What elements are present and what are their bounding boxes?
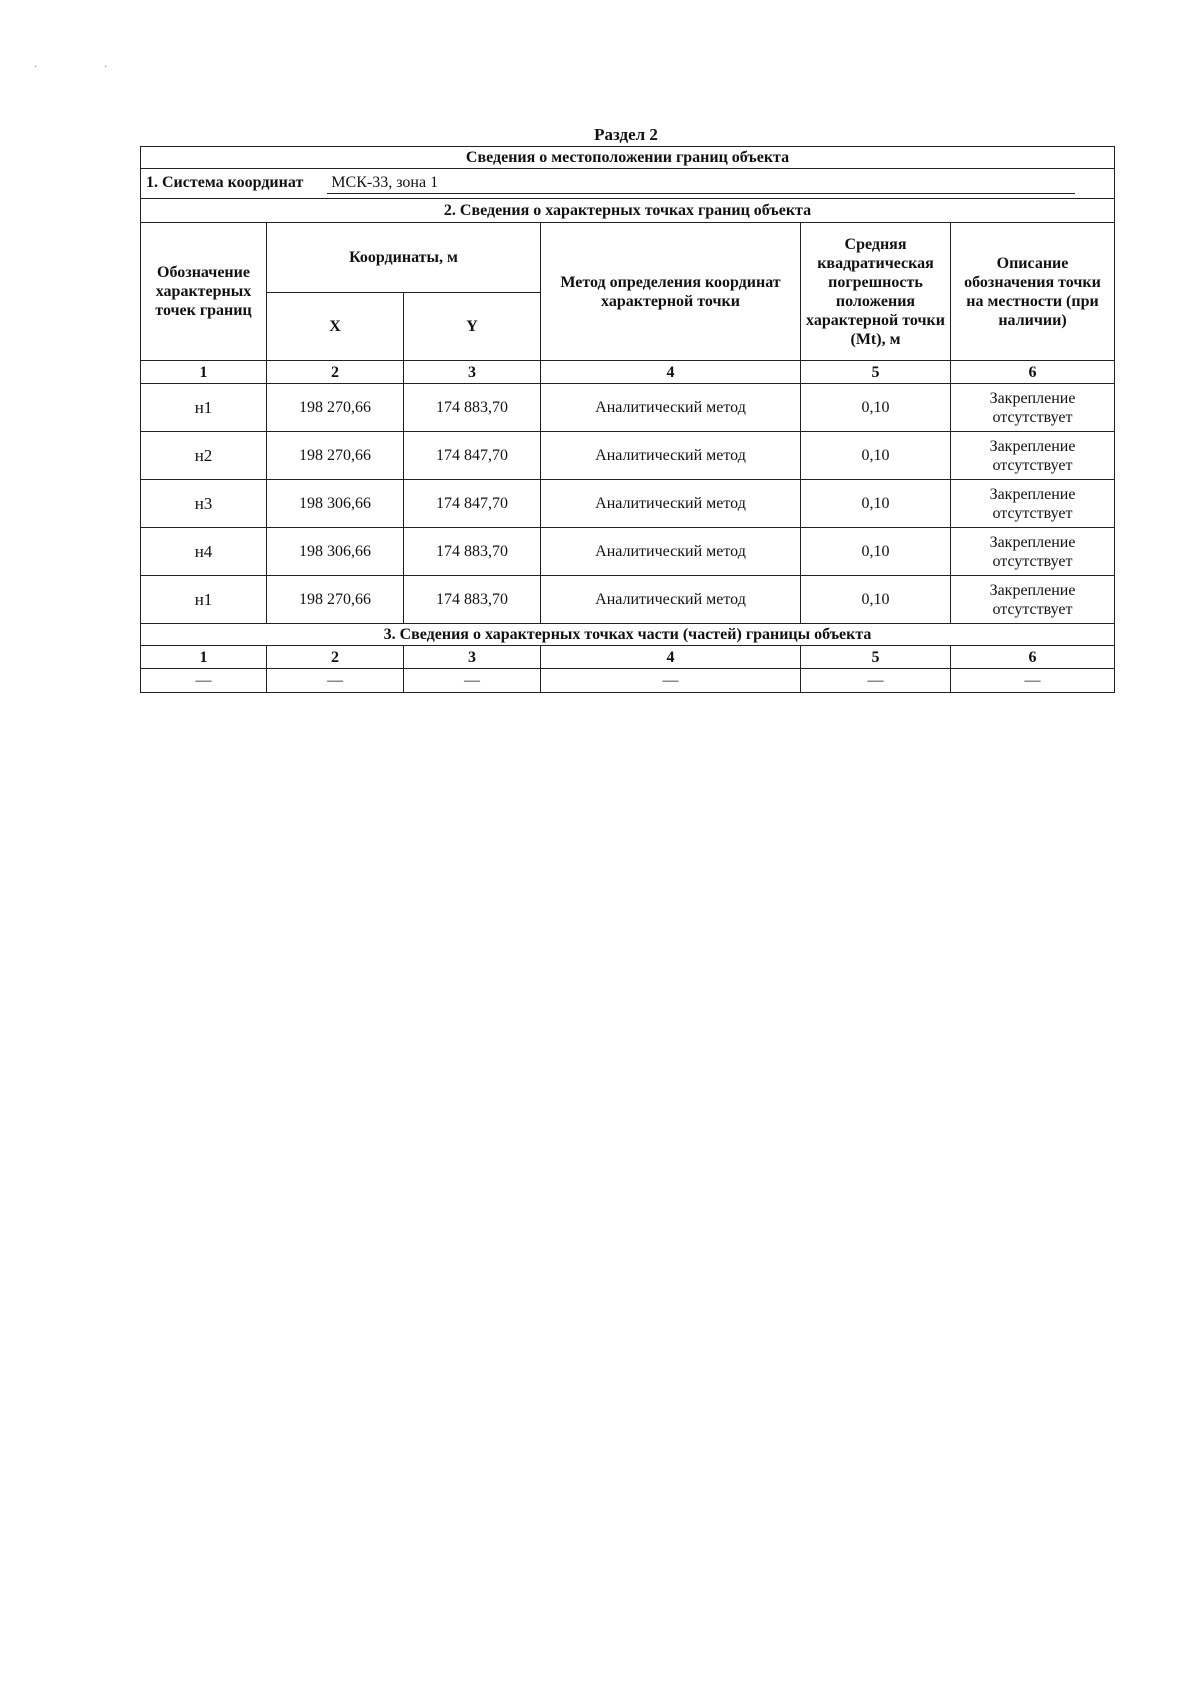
point-description: Закрепление отсутствует xyxy=(951,528,1115,576)
coord-system-row xyxy=(141,169,1115,199)
empty-cell: — xyxy=(267,669,404,693)
point-description: Закрепление отсутствует xyxy=(951,480,1115,528)
point-name: н3 xyxy=(141,480,267,528)
column-number: 5 xyxy=(801,646,951,669)
column-number: 3 xyxy=(404,361,541,384)
column-number: 5 xyxy=(801,361,951,384)
column-number: 4 xyxy=(541,361,801,384)
coord-y: 174 883,70 xyxy=(404,576,541,624)
empty-cell: — xyxy=(951,669,1115,693)
method: Аналитический метод xyxy=(541,384,801,432)
points-heading: 2. Сведения о характерных точках границ объекта xyxy=(141,199,1115,223)
error-value: 0,10 xyxy=(801,528,951,576)
table-row xyxy=(141,528,1115,576)
column-number: 3 xyxy=(404,646,541,669)
error-value: 0,10 xyxy=(801,432,951,480)
coord-y: 174 883,70 xyxy=(404,384,541,432)
error-value: 0,10 xyxy=(801,480,951,528)
scan-mark: · xyxy=(104,62,108,73)
column-number: 2 xyxy=(267,361,404,384)
column-number: 2 xyxy=(267,646,404,669)
column-numbers-row xyxy=(141,361,1115,384)
method: Аналитический метод xyxy=(541,432,801,480)
point-description: Закрепление отсутствует xyxy=(951,384,1115,432)
col-header-method: Метод определения координат характерной точки xyxy=(541,223,801,361)
section-title: Раздел 2 xyxy=(594,125,658,144)
coord-x: 198 306,66 xyxy=(267,528,404,576)
col-header-description: Описание обозначения точки на местности (при наличии) xyxy=(951,223,1115,361)
table-row xyxy=(141,432,1115,480)
column-number: 1 xyxy=(141,361,267,384)
coord-y: 174 883,70 xyxy=(404,528,541,576)
table-row xyxy=(141,480,1115,528)
table-row xyxy=(141,576,1115,624)
column-number: 6 xyxy=(951,361,1115,384)
point-name: н4 xyxy=(141,528,267,576)
coord-system-value: МСК-33, зона 1 xyxy=(327,173,1075,194)
point-name: н1 xyxy=(141,576,267,624)
parts-column-numbers-row xyxy=(141,646,1115,669)
coord-y: 174 847,70 xyxy=(404,480,541,528)
coord-y: 174 847,70 xyxy=(404,432,541,480)
parts-row xyxy=(141,669,1115,693)
empty-cell: — xyxy=(141,669,267,693)
coord-x: 198 306,66 xyxy=(267,480,404,528)
point-name: н2 xyxy=(141,432,267,480)
scan-mark: · xyxy=(34,62,38,73)
column-number: 6 xyxy=(951,646,1115,669)
coord-x: 198 270,66 xyxy=(267,432,404,480)
method: Аналитический метод xyxy=(541,576,801,624)
col-header-coordinates: Координаты, м xyxy=(267,223,541,293)
table-row xyxy=(141,384,1115,432)
empty-cell: — xyxy=(541,669,801,693)
coord-x: 198 270,66 xyxy=(267,576,404,624)
col-header-error: Средняя квадратическая погрешность положения характерной точки (Mt), м xyxy=(801,223,951,361)
empty-cell: — xyxy=(801,669,951,693)
point-name: н1 xyxy=(141,384,267,432)
error-value: 0,10 xyxy=(801,576,951,624)
table-heading: Сведения о местоположении границ объекта xyxy=(141,147,1115,169)
coord-system-label: 1. Система координат xyxy=(146,174,304,191)
point-description: Закрепление отсутствует xyxy=(951,576,1115,624)
method: Аналитический метод xyxy=(541,480,801,528)
parts-heading: 3. Сведения о характерных точках части (частей) границы объекта xyxy=(141,624,1115,646)
column-number: 1 xyxy=(141,646,267,669)
coord-x: 198 270,66 xyxy=(267,384,404,432)
col-header-x: X xyxy=(267,293,404,361)
boundary-table xyxy=(140,146,1115,693)
point-description: Закрепление отсутствует xyxy=(951,432,1115,480)
empty-cell: — xyxy=(404,669,541,693)
method: Аналитический метод xyxy=(541,528,801,576)
col-header-y: Y xyxy=(404,293,541,361)
col-header-designation: Обозначение характерных точек границ xyxy=(141,223,267,361)
error-value: 0,10 xyxy=(801,384,951,432)
column-number: 4 xyxy=(541,646,801,669)
